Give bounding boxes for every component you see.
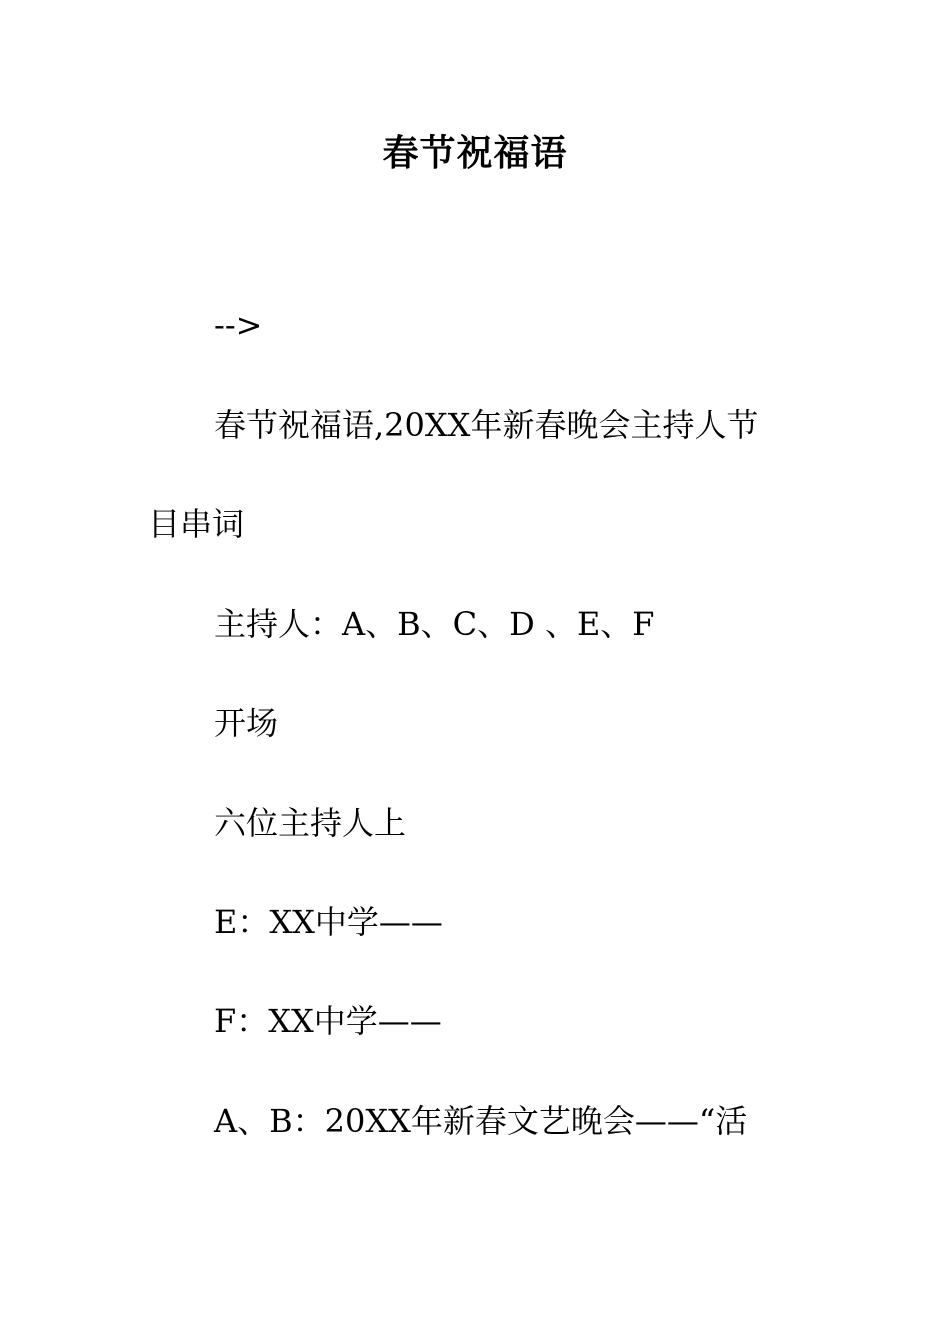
document-title: 春节祝福语 [382, 132, 568, 174]
dialogue-line-f: F：XX中学—— [214, 1002, 442, 1040]
dialogue-line-ab: A、B：20XX年新春文艺晚会——“活 [214, 1102, 748, 1140]
hosts-line: 主持人：A、B、C、D 、E、F [214, 605, 655, 643]
dialogue-line-e: E：XX中学—— [214, 903, 443, 941]
stage-direction-line: 六位主持人上 [214, 804, 407, 842]
intro-line: 春节祝福语,20XX年新春晚会主持人节 [214, 406, 759, 444]
section-heading-opening: 开场 [214, 704, 279, 742]
arrow-marker-line: --> [214, 306, 263, 344]
intro-line-continued: 目串词 [148, 505, 245, 543]
